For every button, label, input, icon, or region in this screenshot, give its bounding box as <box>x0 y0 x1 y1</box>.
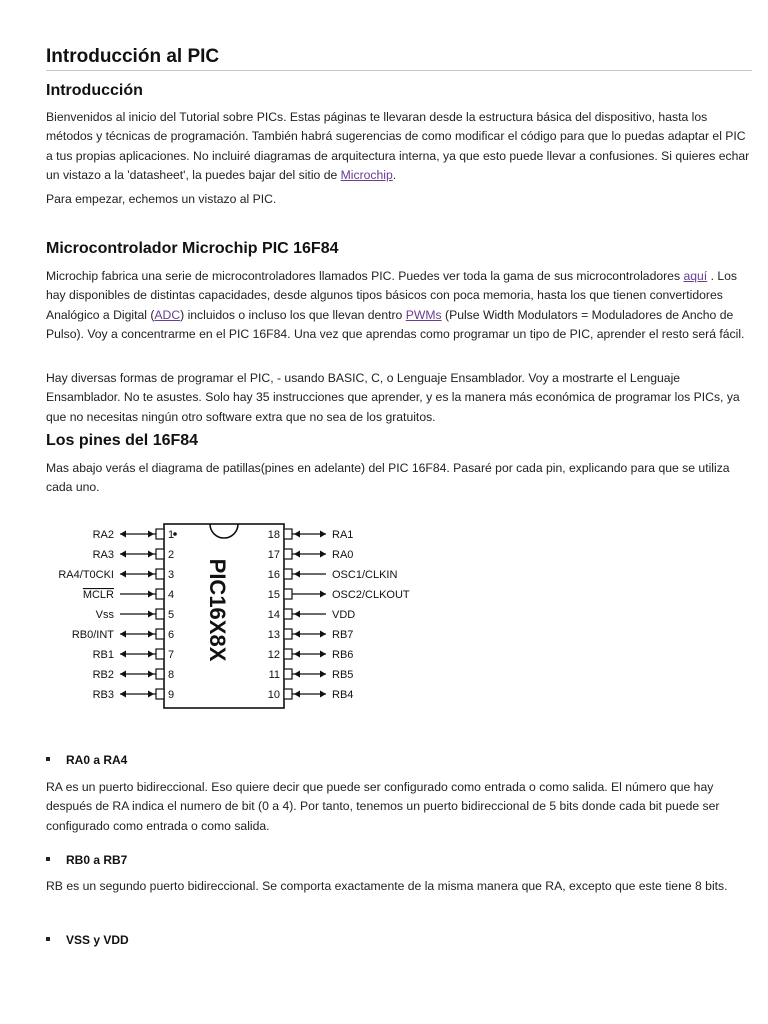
chip-notch <box>210 524 238 538</box>
micro-text-b: . Los hay disponibles de distintas capacidades, desde algunos tipos básicos con poca memoria, hasta los que tienen convertidores Analógico a Digital ( <box>46 269 737 322</box>
bullet-label-rb: RB0 a RB7 <box>66 853 128 867</box>
pin-label: RB3 <box>92 689 114 701</box>
pin-number: 13 <box>267 629 280 641</box>
pin-label: RA0 <box>332 549 354 561</box>
pin-number: 9 <box>168 689 175 701</box>
intro-text-a: Bienvenidos al inicio del Tutorial sobre PICs. Estas páginas te llevaran desde la estructura básica del dispositivo, hasta los métodos y técnicas de programación. También habrá sugerencias de como modificar el código para que lo puedas adaptar el PIC a tus propias aplicaciones. No incluiré diagramas de arquitectura interna, ya que esto puede llevar a confusiones. Si quieres echar un vistazo a la 'datasheet', la puedes bajar del sitio de <box>46 110 750 182</box>
pin-arrow <box>148 571 154 578</box>
pin-arrow <box>120 531 126 538</box>
pin-number: 7 <box>168 649 175 661</box>
intro-paragraph <box>46 108 752 185</box>
pin-label: RA2 <box>92 529 114 541</box>
microchip-link[interactable]: Microchip <box>340 167 393 182</box>
pin-label: MCLR <box>82 589 114 601</box>
pin-label: OSC1/CLKIN <box>332 569 398 581</box>
pin-number: 8 <box>168 669 175 681</box>
pin-box <box>284 569 292 579</box>
pin-box <box>156 549 164 559</box>
pin-arrow <box>148 671 154 678</box>
title-divider <box>46 70 752 71</box>
pin-arrow <box>120 691 126 698</box>
pin-number: 4 <box>168 589 175 601</box>
pin-box <box>156 529 164 539</box>
pin-box <box>284 589 292 599</box>
pin-number: 10 <box>267 689 280 701</box>
pin-arrow <box>148 531 154 538</box>
pin-box <box>156 629 164 639</box>
bullet-rb <box>46 853 127 867</box>
pin-arrow <box>294 551 300 558</box>
bullet-vss <box>46 933 129 947</box>
pin-box <box>156 669 164 679</box>
pin-box <box>284 529 292 539</box>
pin-box <box>284 629 292 639</box>
pines-paragraph: Mas abajo verás el diagrama de patillas(pines en adelante) del PIC 16F84. Pasaré por cada pin, explicando para que se utiliza cada uno. <box>46 461 730 495</box>
pin-arrow <box>148 551 154 558</box>
pin-number: 17 <box>267 549 280 561</box>
chip-label: PIC16X8X <box>205 558 230 662</box>
pin-arrow <box>120 571 126 578</box>
bullet-ra <box>46 753 127 767</box>
section-heading-micro: Microcontrolador Microchip PIC 16F84 <box>46 240 339 257</box>
pin-box <box>284 549 292 559</box>
pin-label: RA1 <box>332 529 354 541</box>
pin-arrow <box>320 631 326 638</box>
pin-box <box>156 589 164 599</box>
pinout-diagram <box>40 518 440 718</box>
pin-arrow <box>120 671 126 678</box>
pin-label: Vss <box>95 609 114 621</box>
pin-number: 2 <box>168 549 175 561</box>
pin-label: RB2 <box>92 669 114 681</box>
pwms-link[interactable]: PWMs <box>405 307 442 322</box>
bullet-label-ra: RA0 a RA4 <box>66 753 128 767</box>
pin-arrow <box>294 651 300 658</box>
pin-label: VDD <box>332 609 356 621</box>
section-heading-intro: Introducción <box>46 82 143 99</box>
pin-number: 18 <box>267 529 280 541</box>
micro-text-c: ) incluidos o incluso los que llevan dentro <box>180 307 406 322</box>
pin-arrow <box>148 591 154 598</box>
pin-arrow <box>294 671 300 678</box>
pin-label: RA3 <box>92 549 114 561</box>
pin-number: 12 <box>267 649 280 661</box>
pin-box <box>156 569 164 579</box>
page-title: Introducción al PIC <box>46 46 220 67</box>
pin-arrow <box>294 611 300 618</box>
pin-arrow <box>148 651 154 658</box>
aqui-link[interactable]: aquí <box>683 269 708 283</box>
pin-arrow <box>120 651 126 658</box>
pin-number: 3 <box>168 569 175 581</box>
pin-label: RB1 <box>92 649 114 661</box>
pin-number: 16 <box>267 569 280 581</box>
bullet-text-ra: RA es un puerto bidireccional. Eso quiere decir que puede ser configurado como entrada o como salida. El número que hay después de RA indica el numero de bit (0 a 4). Por tanto, tenemos un puerto bidireccional de 5 bits donde cada bit puede ser configurado como entrada o como salida. <box>46 780 720 833</box>
micro-paragraph-2: Hay diversas formas de programar el PIC, - usando BASIC, C, o Lenguaje Ensamblador. Voy a mostrarte el Lenguaje Ensamblador. No te asustes. Solo hay 35 instrucciones que aprender, y es la manera más económica de programar los PICs, ya que no necesitas ningún otro software extra que no sea de los gratuitos. <box>46 371 740 424</box>
pin-box <box>156 689 164 699</box>
pin-number: 6 <box>168 629 175 641</box>
pin-arrow <box>294 631 300 638</box>
pin-number: 1 <box>168 529 175 541</box>
pin-number: 14 <box>267 609 280 621</box>
pin-arrow <box>120 551 126 558</box>
pin-label: RB0/INT <box>71 629 114 641</box>
pin-label: RB7 <box>332 629 354 641</box>
pin-arrow <box>294 571 300 578</box>
pin-box <box>156 649 164 659</box>
pin-arrow <box>148 691 154 698</box>
pin-arrow <box>320 551 326 558</box>
pin-arrow <box>148 611 154 618</box>
pin-number: 11 <box>268 669 280 681</box>
section-heading-pines: Los pines del 16F84 <box>46 432 199 449</box>
intro-text-b: . <box>392 167 397 182</box>
pin-box <box>284 689 292 699</box>
bullet-mark <box>46 757 50 761</box>
pin-label: RB5 <box>332 669 354 681</box>
pin-label: RA4/T0CKI <box>58 569 114 581</box>
pin-number: 5 <box>168 609 175 621</box>
pin-box <box>284 669 292 679</box>
micro-paragraph <box>46 267 752 344</box>
pin-arrow <box>320 671 326 678</box>
pin-arrow <box>148 631 154 638</box>
adc-link[interactable]: ADC <box>154 307 181 322</box>
pin-box <box>156 609 164 619</box>
bullet-mark <box>46 937 50 941</box>
pin-arrow <box>320 651 326 658</box>
pin-arrow <box>320 531 326 538</box>
pin-arrow <box>294 691 300 698</box>
micro-text-a: Microchip fabrica una serie de microcontroladores llamados PIC. Puedes ver toda la gama de sus microcontroladores <box>46 269 684 283</box>
bullet-label-vss: VSS y VDD <box>66 933 129 947</box>
bullet-mark <box>46 857 50 861</box>
pin-box <box>284 609 292 619</box>
micro-text-d: (Pulse Width Modulators = Moduladores de Ancho de Pulso). Voy a concentrarme en el PIC 16F84. Una vez que aprendas como programar un tipo de PIC, aprender el resto será fácil. <box>46 307 745 341</box>
pin-label: RB4 <box>332 689 354 701</box>
pin-number: 15 <box>267 589 280 601</box>
pin-box <box>284 649 292 659</box>
pin-arrow <box>120 631 126 638</box>
pin-label: OSC2/CLKOUT <box>332 589 410 601</box>
intro-paragraph-2: Para empezar, echemos un vistazo al PIC. <box>46 192 277 206</box>
pin-arrow <box>320 691 326 698</box>
bullet-text-rb: RB es un segundo puerto bidireccional. Se comporta exactamente de la misma manera que RA, excepto que este tiene 8 bits. <box>46 879 728 893</box>
pin-arrow <box>320 591 326 598</box>
pin-arrow <box>294 531 300 538</box>
pin-label: RB6 <box>332 649 354 661</box>
